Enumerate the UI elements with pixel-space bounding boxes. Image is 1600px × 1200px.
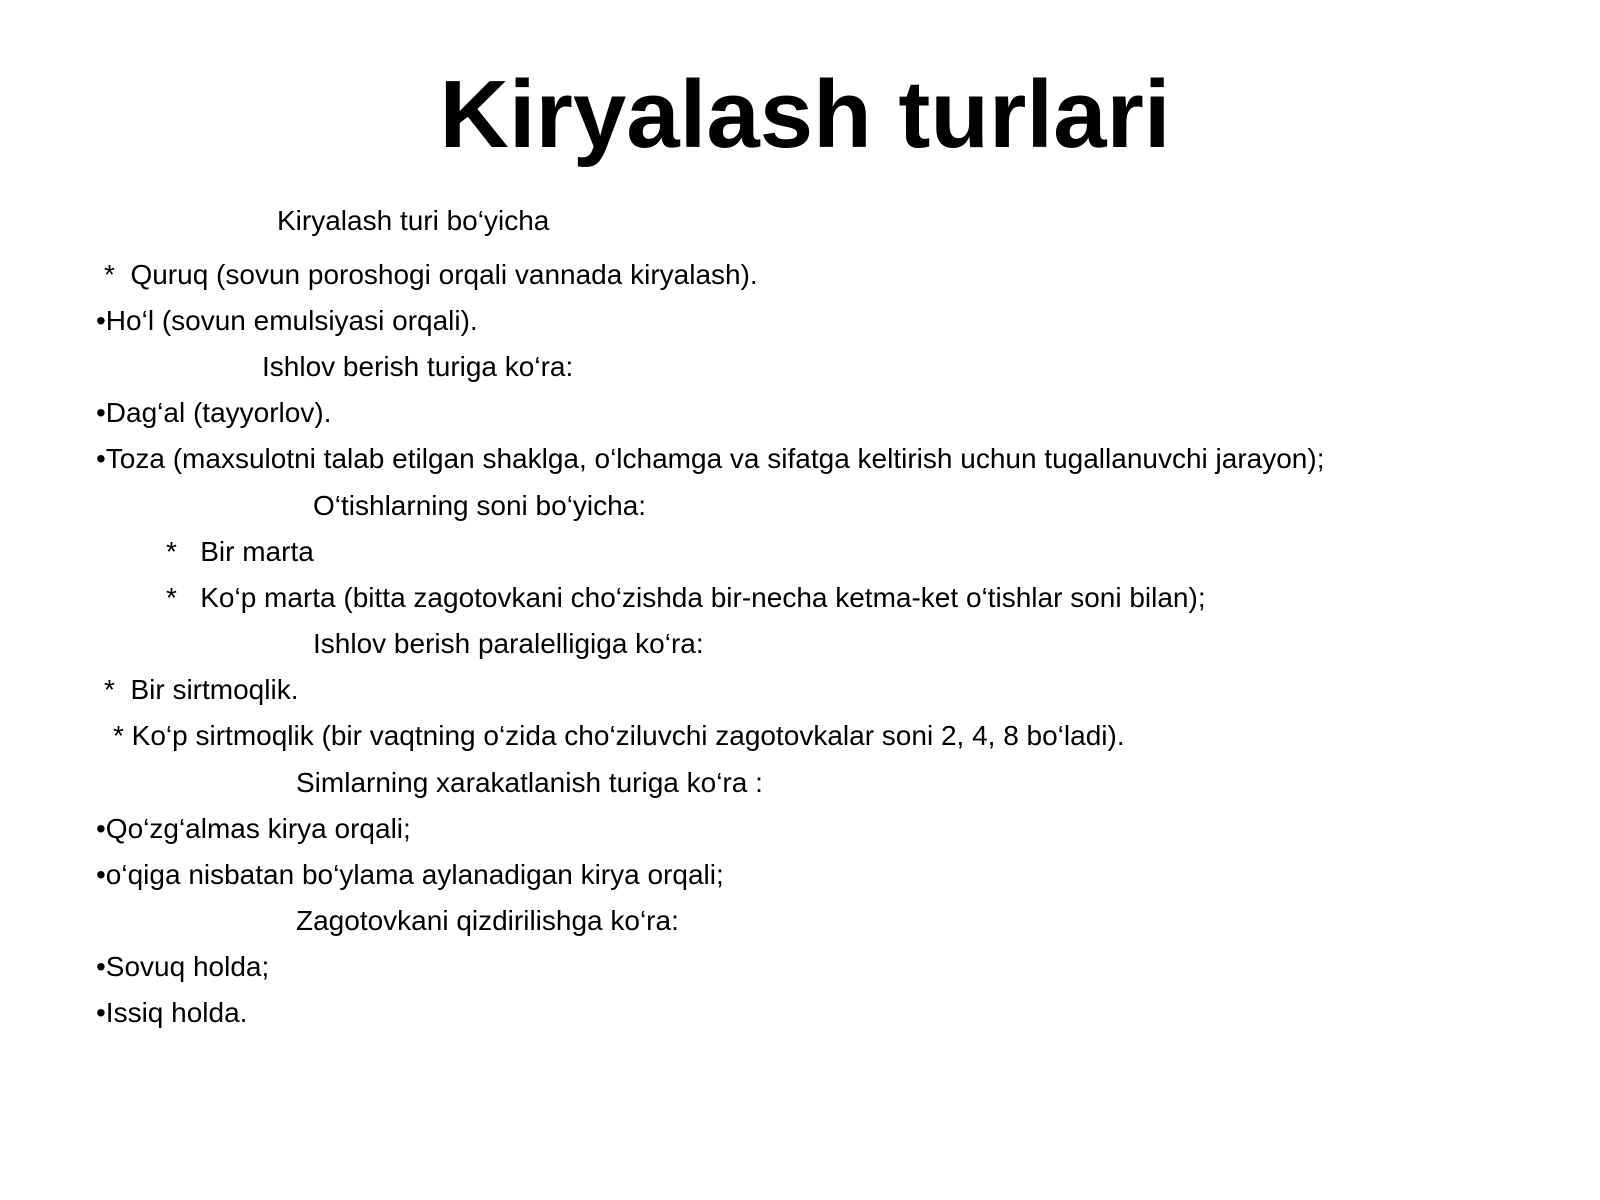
heading-simlar-xarakati: Simlarning xarakatlanish turiga ko‘ra : <box>296 767 763 798</box>
list-item-dagal: •Dag‘al (tayyorlov). <box>96 397 332 428</box>
heading-paralellik: Ishlov berish paralelligiga ko‘ra: <box>313 628 704 659</box>
list-item-hol: •Ho‘l (sovun emulsiyasi orqali). <box>96 305 478 336</box>
heading-kiryalash-turi: Kiryalash turi bo‘yicha <box>277 205 550 236</box>
list-item-quruq: * Quruq (sovun poroshogi orqali vannada kiryalash). <box>104 259 758 290</box>
list-item-qozgalmas: •Qo‘zg‘almas kirya orqali; <box>96 813 411 844</box>
heading-otishlar-soni: O‘tishlarning soni bo‘yicha: <box>313 490 647 521</box>
list-item-boylama: •o‘qiga nisbatan bo‘ylama aylanadigan kirya orqali; <box>96 859 724 890</box>
list-item-sovuq: •Sovuq holda; <box>96 951 270 982</box>
list-item-toza: •Toza (maxsulotni talab etilgan shaklga, o‘lchamga va sifatga keltirish uchun tugallanuvchi jarayon); <box>96 443 1325 474</box>
heading-ishlov-berish-turi: Ishlov berish turiga ko‘ra: <box>262 351 574 382</box>
heading-qizdirilish: Zagotovkani qizdirilishga ko‘ra: <box>296 905 679 936</box>
list-item-bir-sirtmoqlik: * Bir sirtmoqlik. <box>104 674 299 705</box>
list-item-kop-marta: * Ko‘p marta (bitta zagotovkani cho‘zishda bir-necha ketma-ket o‘tishlar soni bilan); <box>166 582 1206 613</box>
slide-title: Kiryalash turlari <box>439 61 1171 168</box>
list-item-kop-sirtmoqlik: * Ko‘p sirtmoqlik (bir vaqtning o‘zida cho‘ziluvchi zagotovkalar soni 2, 4, 8 bo‘ladi). <box>113 720 1125 751</box>
list-item-issiq: •Issiq holda. <box>96 997 248 1028</box>
list-item-bir-marta: * Bir marta <box>166 536 314 567</box>
